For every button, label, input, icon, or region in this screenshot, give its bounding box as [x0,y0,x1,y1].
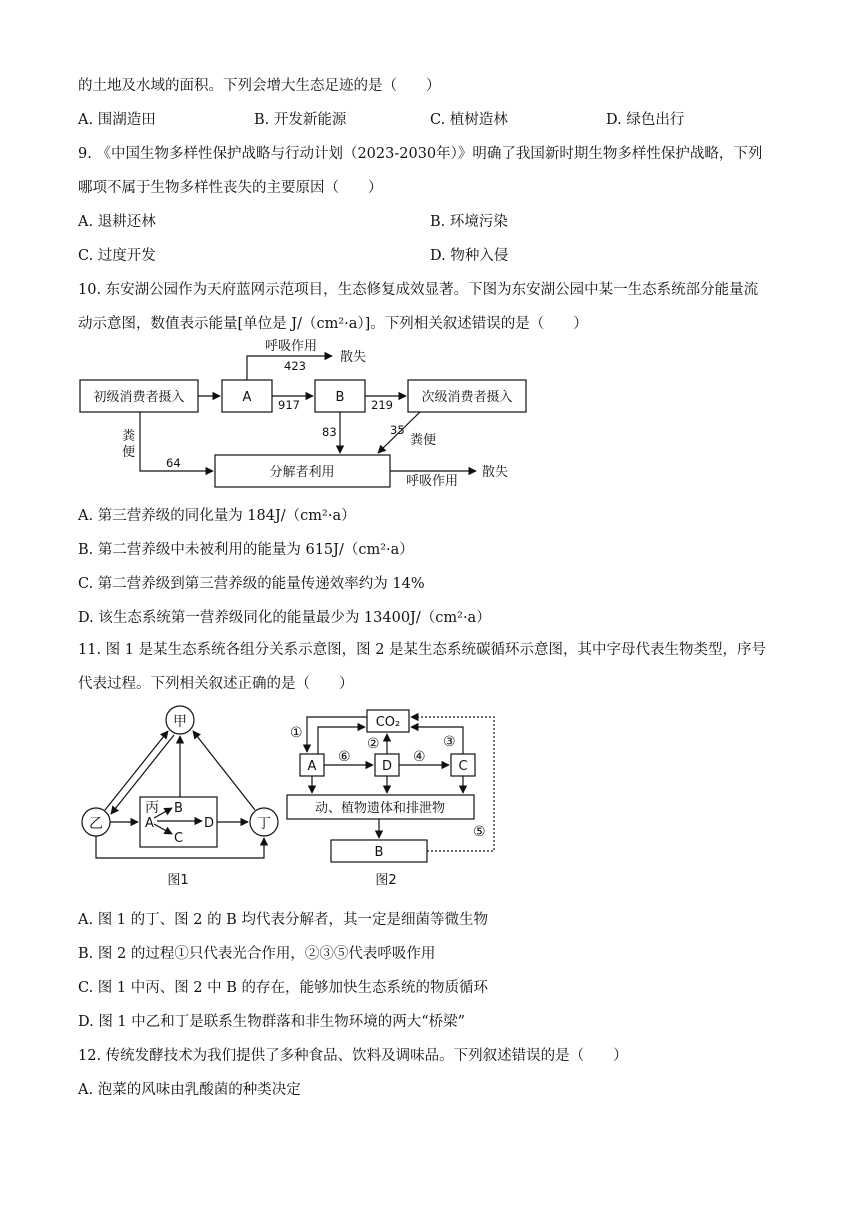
node-yi-label: 乙 [89,816,103,832]
q12-stem-line1: 12. 传统发酵技术为我们提供了多种食品、饮料及调味品。下列叙述错误的是（ ） [78,1048,628,1064]
node-b-label: B [174,801,183,816]
dissipate-label-bottom: 散失 [482,465,509,480]
bing-label: 丙 [145,800,159,816]
feces-label-secondary: 粪便 [410,433,437,448]
process-1: ① [290,725,303,741]
q10-option-c[interactable]: C. 第二营养级到第三营养级的能量传递效率约为 14% [78,576,425,592]
q9-option-c[interactable]: C. 过度开发 [78,248,156,264]
process-3: ③ [443,734,456,750]
value-917: 917 [278,398,300,412]
q10-stem-line1: 10. 东安湖公园作为天府蓝网示范项目，生态修复成效显著。下图为东安湖公园中某一生态系统部分能量流 [78,282,759,298]
value-219: 219 [371,398,393,412]
value-35: 35 [390,423,405,437]
box-d-label: D [381,759,393,774]
q12-option-a[interactable]: A. 泡菜的风味由乳酸菌的种类决定 [78,1082,301,1098]
node-jia-label: 甲 [173,714,187,730]
process-4: ④ [413,749,426,765]
feces-label-vertical-2: 便 [122,445,136,460]
figure-1-caption: 图1 [167,873,189,888]
co2-label: CO₂ [375,715,401,730]
box-b-label: B [374,845,384,860]
dissipate-label-top: 散失 [340,350,367,365]
q11-stem-line1: 11. 图 1 是某生态系统各组分关系示意图，图 2 是某生态系统碳循环示意图，其中字母代表生物类型，序号 [78,642,767,658]
q11-option-b[interactable]: B. 图 2 的过程①只代表光合作用，②③⑤代表呼吸作用 [78,946,436,962]
node-c-label: C [174,831,184,846]
q11-stem-line2: 代表过程。下列相关叙述正确的是（ ） [78,676,354,692]
respiration-label-bottom: 呼吸作用 [406,474,459,489]
q9-option-b[interactable]: B. 环境污染 [430,214,508,230]
decomposer-label: 分解者利用 [269,465,335,480]
node-a-label: A [145,816,154,831]
feces-label-vertical-1: 粪 [122,429,136,444]
q11-option-d[interactable]: D. 图 1 中乙和丁是联系生物群落和非生物环境的两大“桥梁” [78,1014,466,1030]
process-5: ⑤ [473,824,486,840]
figure-2 [287,710,494,862]
q8-option-c[interactable]: C. 植树造林 [430,112,508,128]
node-ding-label: 丁 [257,816,271,832]
node-d-label: D [204,816,215,831]
q8-option-b[interactable]: B. 开发新能源 [254,112,347,128]
q8-option-d[interactable]: D. 绿色出行 [606,112,685,128]
value-423: 423 [284,359,306,373]
box-b-label: B [335,390,345,405]
q10-option-d[interactable]: D. 该生态系统第一营养级同化的能量最少为 13400J/（cm²·a） [78,610,491,626]
q9-stem-line1: 9. 《中国生物多样性保护战略与行动计划（2023-2030年）》明确了我国新时期生物多样性保护战略，下列 [78,146,763,162]
q11-option-c[interactable]: C. 图 1 中丙、图 2 中 B 的存在，能够加快生态系统的物质循环 [78,980,489,996]
q9-option-d[interactable]: D. 物种入侵 [430,248,509,264]
q11-option-a[interactable]: A. 图 1 的丁、图 2 的 B 均代表分解者，其一定是细菌等微生物 [78,912,488,928]
process-2: ② [367,736,380,752]
primary-consumer-label: 初级消费者摄入 [93,390,185,405]
q10-option-a[interactable]: A. 第三营养级的同化量为 184J/（cm²·a） [78,508,356,524]
q9-option-a[interactable]: A. 退耕还林 [78,214,156,230]
secondary-consumer-label: 次级消费者摄入 [421,390,513,405]
value-64: 64 [166,456,181,470]
remains-label: 动、植物遗体和排泄物 [314,801,446,816]
respiration-label-top: 呼吸作用 [265,339,318,354]
box-a-label: A [307,759,317,774]
q10-stem-line2: 动示意图，数值表示能量[单位是 J/（cm²·a）]。下列相关叙述错误的是（ ） [78,316,588,332]
box-c-label: C [458,759,468,774]
q8-option-a[interactable]: A. 围湖造田 [78,112,156,128]
q10-option-b[interactable]: B. 第二营养级中未被利用的能量为 615J/（cm²·a） [78,542,414,558]
box-a-label: A [242,390,252,405]
q9-stem-line2: 哪项不属于生物多样性丧失的主要原因（ ） [78,180,383,196]
q8-stem-tail: 的土地及水域的面积。下列会增大生态足迹的是（ ） [78,78,441,94]
value-83: 83 [322,425,337,439]
process-6: ⑥ [338,749,351,765]
figure-2-caption: 图2 [375,873,397,888]
